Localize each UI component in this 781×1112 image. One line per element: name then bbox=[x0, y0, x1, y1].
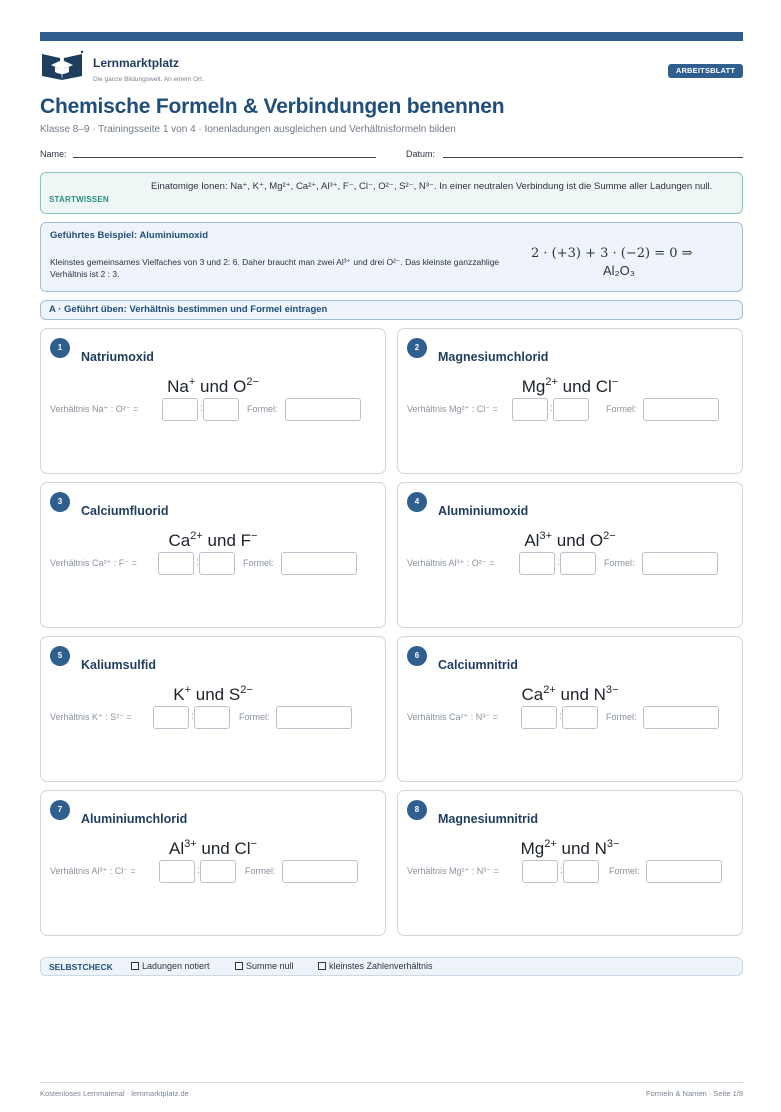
exercise-number: 7 bbox=[50, 800, 70, 820]
ratio-colon: : bbox=[191, 711, 194, 722]
anion-charge: 2− bbox=[246, 376, 259, 388]
formula-label: Formel: bbox=[606, 404, 637, 414]
name-line[interactable] bbox=[73, 157, 376, 158]
top-accent-bar bbox=[40, 32, 743, 41]
section-a-header: A · Geführt üben: Verhältnis bestimmen und Formel eintragen bbox=[40, 300, 743, 320]
brand-name: Lernmarktplatz bbox=[93, 56, 180, 70]
exercise-title: Aluminiumoxid bbox=[438, 504, 529, 518]
ion-pair bbox=[398, 838, 742, 859]
ratio-input-cation[interactable] bbox=[158, 552, 194, 575]
ratio-colon: : bbox=[197, 865, 200, 876]
ion-pair bbox=[398, 376, 742, 397]
exercise-number: 1 bbox=[50, 338, 70, 358]
worksheet-badge: ARBEITSBLATT bbox=[668, 64, 743, 78]
exercise-card bbox=[397, 482, 743, 628]
formula-input[interactable] bbox=[281, 552, 357, 575]
formula-label: Formel: bbox=[243, 558, 274, 568]
startwissen-label: STARTWISSEN bbox=[49, 195, 109, 204]
ratio-input-anion[interactable] bbox=[200, 860, 236, 883]
exercise-card bbox=[40, 328, 386, 474]
ratio-input-anion[interactable] bbox=[203, 398, 239, 421]
exercise-number: 3 bbox=[50, 492, 70, 512]
and-word: und bbox=[207, 531, 236, 550]
exercise-number: 2 bbox=[407, 338, 427, 358]
selfcheck-bar bbox=[40, 957, 743, 976]
footer-right: Formeln & Namen · Seite 1/8 bbox=[645, 1089, 743, 1098]
anion-symbol: Cl bbox=[234, 839, 251, 858]
example-equation: 2 · (+3) + 3 · (−2) = 0 ⇒ bbox=[531, 246, 693, 261]
anion-symbol: O bbox=[589, 531, 604, 550]
brand-tagline: Die ganze Bildungswelt. An einem Ort. bbox=[93, 76, 204, 83]
anion-charge: 2− bbox=[240, 684, 253, 696]
formula-label: Formel: bbox=[247, 404, 278, 414]
and-word: und bbox=[200, 377, 229, 396]
ion-pair bbox=[398, 530, 742, 551]
page-subtitle: Klasse 8–9 · Trainingsseite 1 von 4 · Ionenladungen ausgleichen und Verhältnisformeln bilden bbox=[40, 124, 456, 135]
formula-label: Formel: bbox=[606, 712, 637, 722]
cation-symbol: Ca bbox=[521, 685, 544, 704]
cation-charge: + bbox=[184, 684, 192, 696]
exercise-card bbox=[40, 790, 386, 936]
cation-symbol: Mg bbox=[520, 839, 545, 858]
ratio-input-cation[interactable] bbox=[159, 860, 195, 883]
ratio-colon: : bbox=[557, 557, 560, 568]
selfcheck-item[interactable]: Ladungen notiert bbox=[131, 961, 210, 971]
selfcheck-label: SELBSTCHECK bbox=[49, 962, 113, 972]
footer-divider bbox=[40, 1082, 743, 1083]
ion-pair bbox=[41, 376, 385, 397]
ratio-colon: : bbox=[196, 557, 199, 568]
anion-charge: 3− bbox=[606, 838, 620, 850]
formula-label: Formel: bbox=[604, 558, 635, 568]
exercise-title: Natriumoxid bbox=[81, 350, 154, 364]
checkbox-icon[interactable] bbox=[131, 962, 139, 970]
exercise-card bbox=[397, 790, 743, 936]
ratio-input-anion[interactable] bbox=[199, 552, 235, 575]
anion-symbol: N bbox=[594, 839, 607, 858]
exercise-title: Calciumfluorid bbox=[81, 504, 169, 518]
ratio-label: Verhältnis Ca²⁺ : N³⁻ = bbox=[407, 712, 498, 722]
footer-left: Kostenloses Lernmaterial · lernmarktplatz.de bbox=[40, 1089, 189, 1098]
ratio-input-cation[interactable] bbox=[153, 706, 189, 729]
cation-charge: 3+ bbox=[184, 838, 197, 850]
ratio-input-cation[interactable] bbox=[522, 860, 558, 883]
anion-charge: − bbox=[251, 530, 258, 542]
example-result: Al₂O₃ bbox=[603, 263, 636, 278]
ion-pair bbox=[41, 838, 385, 859]
anion-symbol: O bbox=[233, 377, 247, 396]
ratio-label: Verhältnis Al³⁺ : Cl⁻ = bbox=[50, 866, 136, 876]
example-box bbox=[40, 222, 743, 292]
ratio-input-anion[interactable] bbox=[563, 860, 599, 883]
exercise-title: Aluminiumchlorid bbox=[81, 812, 188, 826]
and-word: und bbox=[201, 839, 230, 858]
and-word: und bbox=[556, 531, 586, 550]
name-label: Name: bbox=[40, 149, 67, 159]
exercise-number: 6 bbox=[407, 646, 427, 666]
anion-charge: − bbox=[611, 376, 619, 388]
ratio-label: Verhältnis Mg²⁺ : N³⁻ = bbox=[407, 866, 499, 876]
anion-charge: 2− bbox=[603, 530, 616, 542]
formula-input[interactable] bbox=[646, 860, 722, 883]
exercise-card bbox=[397, 328, 743, 474]
ratio-input-anion[interactable] bbox=[553, 398, 589, 421]
graduation-cap-book-icon bbox=[40, 50, 84, 84]
ratio-label: Verhältnis K⁺ : S²⁻ = bbox=[50, 712, 132, 722]
anion-symbol: Cl bbox=[595, 377, 612, 396]
anion-symbol: S bbox=[228, 685, 241, 704]
anion-charge: 3− bbox=[605, 684, 619, 696]
ratio-input-anion[interactable] bbox=[562, 706, 598, 729]
formula-label: Formel: bbox=[245, 866, 276, 876]
formula-label: Formel: bbox=[239, 712, 270, 722]
cation-charge: 2+ bbox=[545, 376, 558, 388]
exercise-title: Kaliumsulfid bbox=[81, 658, 157, 672]
ratio-label: Verhältnis Al³⁺ : O²⁻ = bbox=[407, 558, 495, 568]
selfcheck-item[interactable]: kleinstes Zahlenverhältnis bbox=[318, 961, 433, 971]
cation-charge: + bbox=[188, 376, 196, 388]
anion-symbol: F bbox=[240, 531, 252, 550]
ratio-input-cation[interactable] bbox=[512, 398, 548, 421]
exercise-title: Magnesiumchlorid bbox=[438, 350, 549, 364]
formula-input[interactable] bbox=[285, 398, 361, 421]
checkbox-icon[interactable] bbox=[318, 962, 326, 970]
cation-symbol: Al bbox=[168, 839, 185, 858]
exercise-card bbox=[40, 482, 386, 628]
exercise-title: Magnesiumnitrid bbox=[438, 812, 539, 826]
exercise-number: 4 bbox=[407, 492, 427, 512]
ion-pair bbox=[398, 684, 742, 705]
cation-charge: 3+ bbox=[539, 530, 553, 542]
and-word: und bbox=[560, 685, 589, 704]
cation-symbol: Ca bbox=[168, 531, 191, 550]
date-line[interactable] bbox=[443, 157, 743, 158]
startwissen-text: Einatomige Ionen: Na⁺, K⁺, Mg²⁺, Ca²⁺, Al³⁺, F⁻, Cl⁻, O²⁻, S²⁻, N³⁻. In einer neutralen Verbindung ist die Summe aller Ladungen null. bbox=[151, 181, 713, 192]
cation-symbol: Na bbox=[167, 377, 189, 396]
cation-symbol: Mg bbox=[521, 377, 546, 396]
ratio-input-cation[interactable] bbox=[521, 706, 557, 729]
formula-input[interactable] bbox=[643, 398, 719, 421]
ratio-input-anion[interactable] bbox=[194, 706, 230, 729]
checkbox-icon[interactable] bbox=[235, 962, 243, 970]
and-word: und bbox=[561, 839, 590, 858]
ratio-colon: : bbox=[560, 865, 563, 876]
formula-input[interactable] bbox=[643, 706, 719, 729]
example-label: Geführtes Beispiel: Aluminiumoxid bbox=[50, 230, 209, 241]
exercise-number: 8 bbox=[407, 800, 427, 820]
cation-symbol: K bbox=[173, 685, 185, 704]
formula-input[interactable] bbox=[276, 706, 352, 729]
ion-pair bbox=[41, 530, 385, 551]
ratio-label: Verhältnis Ca²⁺ : F⁻ = bbox=[50, 558, 137, 568]
startwissen-box bbox=[40, 172, 743, 214]
exercise-card bbox=[40, 636, 386, 782]
date-label: Datum: bbox=[406, 149, 436, 159]
example-text: Kleinstes gemeinsames Vielfaches von 3 und 2: 6. Daher braucht man zwei Al³⁺ und drei O²⁻. Das kleinste ganzzahlige Verhältnis ist 2 : 3. bbox=[50, 257, 500, 279]
ratio-label: Verhältnis Na⁺ : O²⁻ = bbox=[50, 404, 139, 414]
anion-symbol: N bbox=[593, 685, 606, 704]
ratio-input-anion[interactable] bbox=[560, 552, 596, 575]
ratio-label: Verhältnis Mg²⁺ : Cl⁻ = bbox=[407, 404, 498, 414]
cation-charge: 2+ bbox=[544, 838, 557, 850]
ion-pair bbox=[41, 684, 385, 705]
ratio-colon: : bbox=[559, 711, 562, 722]
ratio-input-cation[interactable] bbox=[519, 552, 555, 575]
formula-input[interactable] bbox=[282, 860, 358, 883]
and-word: und bbox=[195, 685, 225, 704]
ratio-colon: : bbox=[200, 403, 203, 414]
and-word: und bbox=[562, 377, 592, 396]
ratio-input-cation[interactable] bbox=[162, 398, 198, 421]
exercise-number: 5 bbox=[50, 646, 70, 666]
cation-charge: 2+ bbox=[543, 684, 556, 696]
ratio-colon: : bbox=[550, 403, 553, 414]
anion-charge: − bbox=[250, 838, 257, 850]
selfcheck-item[interactable]: Summe null bbox=[235, 961, 294, 971]
formula-input[interactable] bbox=[642, 552, 718, 575]
exercise-title: Calciumnitrid bbox=[438, 658, 518, 672]
exercise-card bbox=[397, 636, 743, 782]
formula-label: Formel: bbox=[609, 866, 640, 876]
page-title: Chemische Formeln & Verbindungen benennen bbox=[40, 95, 505, 118]
cation-charge: 2+ bbox=[190, 530, 203, 542]
cation-symbol: Al bbox=[524, 531, 540, 550]
